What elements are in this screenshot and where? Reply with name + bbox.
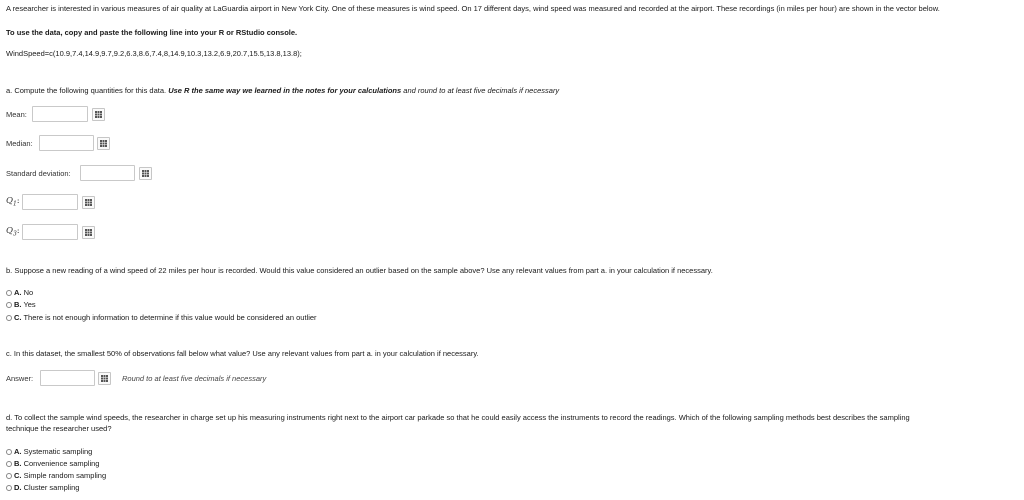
median-label: Median:: [6, 139, 33, 148]
part-b-question: b. Suppose a new reading of a wind speed of 22 miles per hour is recorded. Would this value considered an outlier based on the sample above? Use any relevant values from part a. in your calculation if necessary.: [6, 266, 713, 275]
q3-input[interactable]: [22, 224, 78, 240]
instruction-text: To use the data, copy and paste the following line into your R or RStudio console.: [6, 28, 298, 37]
intro-text: A researcher is interested in various measures of air quality at LaGuardia airport in New York City. One of these measures is wind speed. On 17 different days, wind speed was measured and recorded at the airport. These recordings (in miles per hour) are shown in the vector below.: [6, 4, 940, 13]
radio-option-c[interactable]: [6, 473, 12, 479]
matrix-grid-icon[interactable]: [92, 108, 105, 121]
part-d-question-line2: technique the researcher used?: [6, 424, 112, 433]
matrix-grid-icon[interactable]: [98, 372, 111, 385]
radio-option-b[interactable]: [6, 461, 12, 467]
q3-label: $Q_3$:: [6, 226, 20, 238]
mean-label: Mean:: [6, 110, 27, 119]
code-line: WindSpeed=c(10.9,7.4,14.9,9.7,9.2,6.3,8.6,7.4,8,14.9,10.3,13.2,6.9,20.7,15.5,13.8,13.8);: [6, 49, 302, 58]
option-c-label: C. There is not enough information to determine if this value would be considered an outlier: [14, 313, 317, 322]
answer-label: Answer:: [6, 374, 34, 383]
answer-input[interactable]: [40, 370, 95, 386]
option-b-label: B. Convenience sampling: [14, 459, 100, 468]
matrix-grid-icon[interactable]: [82, 226, 95, 239]
matrix-grid-icon[interactable]: [82, 196, 95, 209]
radio-option-c[interactable]: [6, 315, 12, 321]
radio-option-d[interactable]: [6, 485, 12, 491]
rounding-note: Round to at least five decimals if necessary: [122, 374, 267, 383]
part-a-question: a. Compute the following quantities for this data. Use R the same way we learned in the notes for your calculations and round to at least five decimals if necessary: [6, 86, 560, 95]
radio-option-a[interactable]: [6, 449, 12, 455]
median-input[interactable]: [39, 135, 94, 151]
option-a-label: A. No: [14, 288, 34, 297]
matrix-grid-icon[interactable]: [139, 167, 152, 180]
option-c-label: C. Simple random sampling: [14, 471, 107, 480]
radio-option-b[interactable]: [6, 302, 12, 308]
mean-input[interactable]: [32, 106, 88, 122]
q1-label: $Q_1$:: [6, 196, 20, 208]
part-d-question-line1: d. To collect the sample wind speeds, the researcher in charge set up his measuring instruments right next to the airport car parkade so that he could easily access the instruments to record the readings. Which of the following sampling methods best describes the sampling: [6, 413, 910, 422]
radio-option-a[interactable]: [6, 290, 12, 296]
std-dev-input[interactable]: [80, 165, 135, 181]
option-d-label: D. Cluster sampling: [14, 483, 80, 492]
option-a-label: A. Systematic sampling: [14, 447, 93, 456]
part-c-question: c. In this dataset, the smallest 50% of observations fall below what value? Use any relevant values from part a. in your calculation if necessary.: [6, 349, 479, 358]
q1-input[interactable]: [22, 194, 78, 210]
std-dev-label: Standard deviation:: [6, 169, 71, 178]
option-b-label: B. Yes: [14, 300, 36, 309]
matrix-grid-icon[interactable]: [97, 137, 110, 150]
